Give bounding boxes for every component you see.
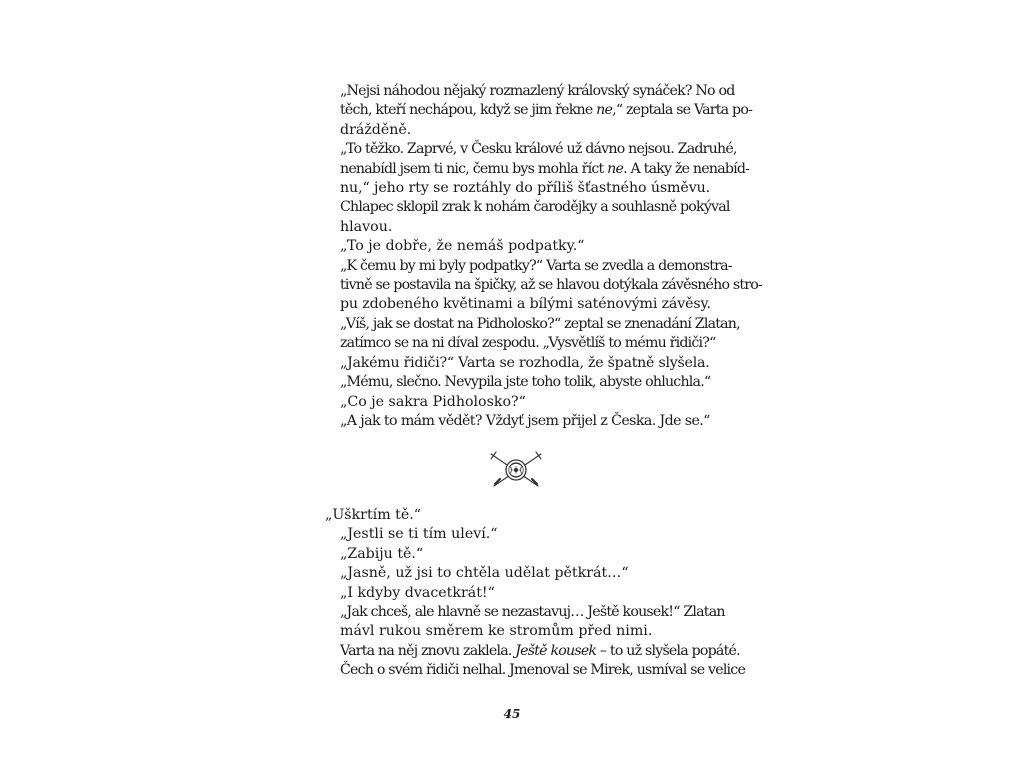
text-segment: „Jestli se ti tím uleví.“	[340, 526, 498, 543]
text-line	[325, 140, 737, 159]
text-segment: ,“ zeptala se Varta po-	[612, 102, 753, 119]
text-segment: „Co je sakra Pidholosko?“	[340, 393, 526, 410]
paragraph	[325, 525, 711, 544]
text-segment: „K čemu by mi byly podpatky?“ Varta se zvedla a demonstra-	[340, 257, 732, 274]
paragraph	[325, 82, 753, 140]
paragraph	[325, 564, 711, 583]
text-segment: Varta na něj znovu zaklela.	[340, 642, 516, 659]
text-segment: mávl rukou směrem ke stromům před nimi.	[340, 623, 653, 640]
text-segment: „Zabiju tě.“	[340, 545, 424, 562]
paragraph	[325, 198, 730, 237]
text-line	[325, 101, 753, 120]
text-segment: Čech o svém řidiči nelhal. Jmenoval se Mirek, usmíval se velice	[340, 662, 746, 679]
text-line	[325, 506, 711, 525]
text-line	[325, 622, 711, 641]
paragraph	[325, 603, 725, 642]
text-line	[325, 373, 711, 392]
text-segment: „Jak chceš, ale hlavně se nezastavuj… Ještě kousek!“ Zlatan	[340, 604, 725, 621]
paragraph	[325, 315, 740, 354]
text-line	[325, 393, 711, 412]
text-line	[325, 237, 711, 256]
text-segment: „Víš, jak se dostat na Pidholosko?“ zeptal se znenadání Zlatan,	[340, 315, 740, 332]
text-block-bottom	[325, 506, 746, 681]
text-line	[325, 564, 711, 583]
text-segment: hlavou.	[340, 218, 393, 235]
emphasis-text: Ještě kousek	[515, 642, 597, 659]
text-segment: „Jasně, už jsi to chtěla udělat pětkrát…“	[340, 565, 629, 582]
paragraph	[325, 412, 711, 431]
text-segment: „I kdyby dvacetkrát!“	[340, 584, 495, 601]
text-block-top	[325, 82, 763, 431]
paragraph	[325, 373, 711, 392]
text-line	[325, 334, 716, 353]
text-segment: nenabídl jsem ti nic, čemu bys mohla říct	[340, 160, 608, 177]
text-line	[325, 218, 711, 237]
text-segment: „Mému, slečno. Nevypila jste toho tolik, abyste ohluchla.“	[340, 374, 711, 391]
text-segment: drážděně.	[340, 121, 412, 138]
text-segment: „To je dobře, že nemáš podpatky.“	[340, 238, 585, 255]
paragraph	[325, 545, 711, 564]
text-segment: „To těžko. Zaprvé, v Česku králové už dávno nejsou. Zadruhé,	[340, 141, 737, 158]
paragraph	[325, 257, 763, 315]
text-line	[325, 412, 711, 431]
paragraph	[325, 584, 711, 603]
text-segment: tivně se postavila na špičky, až se hlavou dotýkala závěsného stro-	[340, 277, 763, 294]
text-segment: „A jak to mám vědět? Vždyť jsem přijel z Česka. Jde se.“	[340, 412, 710, 429]
paragraph	[325, 642, 746, 681]
text-segment: zatímco se na ni díval zespodu. „Vysvětlíš to mému řidiči?“	[340, 335, 716, 352]
emphasis-text: ne	[596, 102, 613, 119]
text-line	[325, 295, 711, 314]
text-line	[325, 525, 711, 544]
text-segment: „Jakému řidiči?“ Varta se rozhodla, že špatně slyšela.	[340, 354, 710, 371]
text-segment: nu,“ jeho rty se roztáhly do příliš šťastného úsměvu.	[340, 180, 711, 197]
text-line	[325, 276, 763, 295]
text-line	[325, 257, 732, 276]
page-number: 45	[503, 707, 521, 721]
text-line	[325, 642, 740, 661]
text-segment: „Nejsi náhodou nějaký rozmazlený královský synáček? No od	[340, 83, 735, 99]
text-line	[325, 603, 725, 622]
text-line	[325, 315, 740, 334]
paragraph	[325, 354, 711, 373]
text-line	[325, 584, 711, 603]
text-segment: Chlapec sklopil zrak k nohám čarodějky a souhlasně pokýval	[340, 199, 730, 216]
paragraph	[325, 237, 711, 256]
text-line	[325, 82, 735, 101]
text-line	[325, 545, 711, 564]
text-segment: . A taky že nenabíd-	[623, 160, 750, 177]
paragraph	[325, 393, 711, 412]
text-line	[325, 160, 750, 179]
crossed-swords-emblem-icon	[488, 451, 544, 489]
text-line	[325, 179, 711, 198]
text-line	[325, 121, 711, 140]
text-segment: – to už slyšela popáté.	[596, 642, 740, 659]
text-line	[325, 198, 730, 217]
text-line	[325, 661, 746, 680]
text-segment: „Uškrtím tě.“	[325, 507, 422, 523]
paragraph	[325, 506, 711, 525]
paragraph	[325, 140, 750, 198]
text-line	[325, 354, 711, 373]
text-segment: těch, kteří nechápou, když se jim řekne	[340, 102, 597, 119]
text-segment: pu zdobeného květinami a bílými saténovými závěsy.	[340, 296, 711, 313]
emphasis-text: ne	[607, 160, 624, 177]
